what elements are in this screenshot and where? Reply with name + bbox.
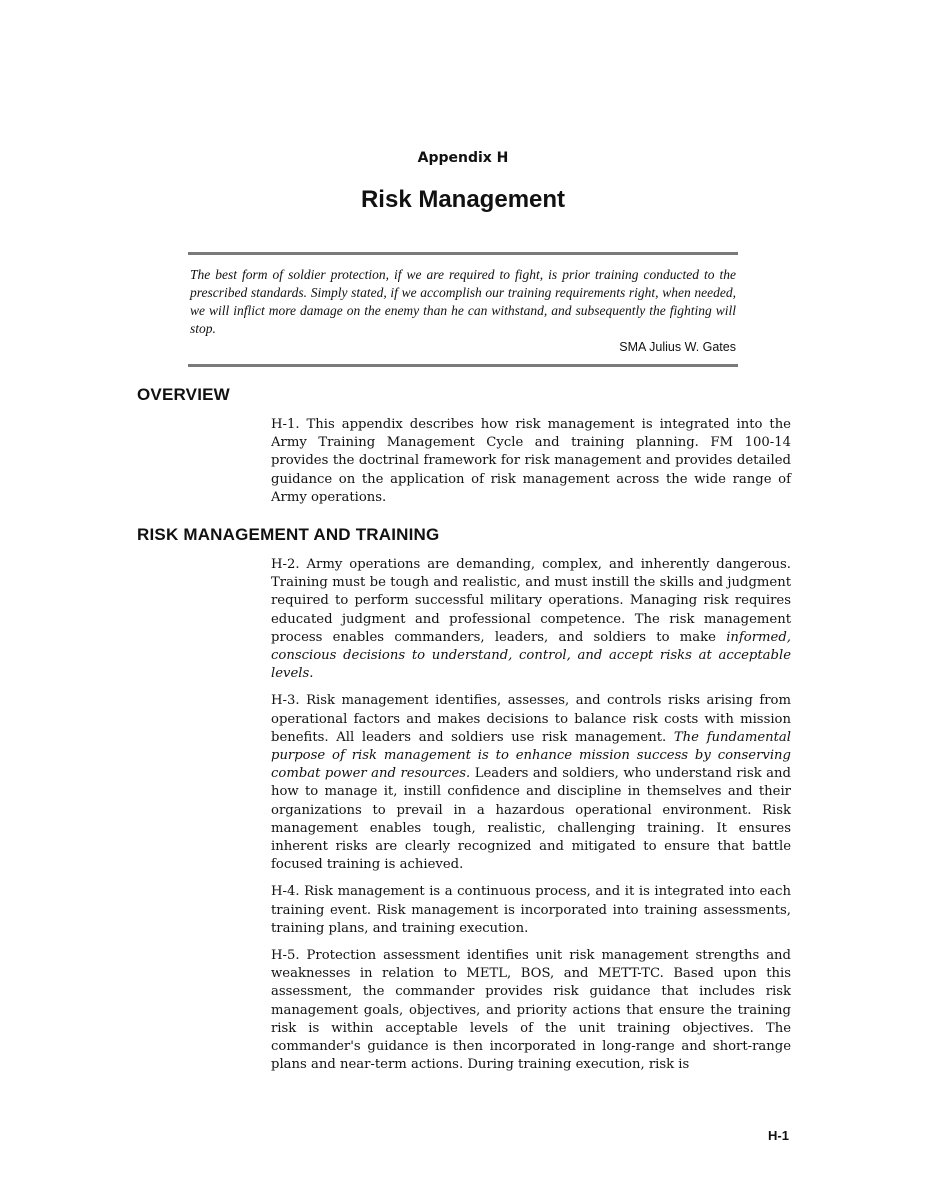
- section-heading-overview: OVERVIEW: [137, 385, 230, 404]
- epigraph-text: The best form of soldier protection, if we are required to fight, is prior training conducted to the prescribed standards. Simply stated, if we accomplish our training requirements right, when needed, we will inflict more damage on the enemy than he can withstand, and subsequently the fighting will stop.: [190, 267, 736, 336]
- paragraph-h3-text-b: Leaders and soldiers, who understand risk and how to manage it, instill confidence and discipline in themselves and their organizations to prevail in a hazardous operational environment. Risk management enables tough, realistic, challenging training. It ensures inherent risks are clearly recognized and mitigated to ensure that battle focused training is achieved.: [271, 766, 791, 873]
- paragraph-h2-text: H-2. Army operations are demanding, complex, and inherently dangerous. Training must be tough and realistic, and must instill the skills and judgment required to perform successful military operations. Managing risk requires educated judgment and professional competence. The risk management process enables commanders, leaders, and soldiers to make: [271, 557, 791, 645]
- section-heading-risk-management-training: RISK MANAGEMENT AND TRAINING: [137, 525, 440, 544]
- paragraph-h2: [271, 556, 791, 683]
- risk-training-body: [271, 556, 791, 1083]
- overview-body: [271, 416, 791, 516]
- paragraph-h1: H-1. This appendix describes how risk management is integrated into the Army Training Management Cycle and training planning. FM 100-14 provides the doctrinal framework for risk management and provides detailed guidance on the application of risk management across the wide range of Army operations.: [271, 417, 791, 505]
- paragraph-h4: H-4. Risk management is a continuous process, and it is integrated into each training event. Risk management is incorporated into training assessments, training plans, and training execution.: [271, 884, 791, 936]
- paragraph-h3-text-a: H-3. Risk management identifies, assesses, and controls risks arising from operational factors and makes decisions to balance risk costs with mission benefits. All leaders and soldiers use risk management.: [271, 693, 791, 745]
- paragraph-h5: H-5. Protection assessment identifies unit risk management strengths and weaknesses in relation to METL, BOS, and METT-TC. Based upon this assessment, the commander provides risk guidance that includes risk management goals, objectives, and priority actions that ensure the training risk is within acceptable levels of the unit training objectives. The commander's guidance is then incorporated in long-range and short-range plans and near-term actions. During training execution, risk is: [271, 948, 791, 1073]
- paragraph-h2-end: .: [309, 666, 314, 682]
- epigraph-quote-box: [188, 252, 738, 367]
- epigraph-author: SMA Julius W. Gates: [619, 340, 736, 354]
- page-number: H-1: [768, 1128, 789, 1143]
- appendix-label: Appendix H: [417, 150, 509, 166]
- page-title: Risk Management: [360, 186, 566, 213]
- paragraph-h3-emphasis: The fundamental purpose of risk management is to enhance mission success by conserving combat power and resources.: [271, 729, 791, 782]
- paragraph-h2-emphasis: informed, conscious decisions to understand, control, and accept risks at acceptable levels: [271, 629, 791, 682]
- paragraph-h3: [271, 692, 791, 874]
